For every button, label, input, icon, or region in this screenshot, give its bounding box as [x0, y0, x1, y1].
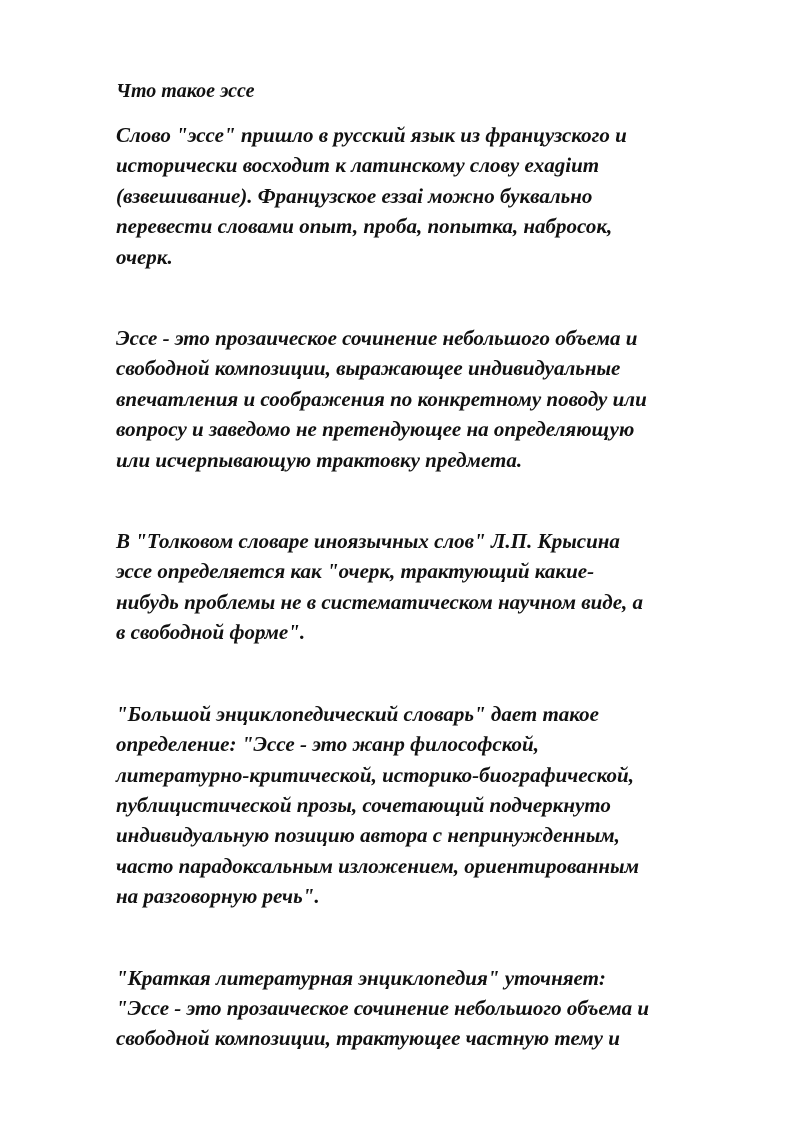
- paragraph-etymology: [116, 120, 756, 272]
- text-line: перевести словами опыт, проба, попытка, набросок,: [116, 214, 613, 239]
- text-line: литературно-критической, историко-биографической,: [116, 762, 634, 787]
- text-line: свободной композиции, трактующее частную тему и: [116, 1026, 620, 1051]
- paragraph-literary-encyclopedia: [116, 963, 756, 1054]
- text-line: на разговорную речь".: [116, 884, 320, 909]
- text-line: Слово "эссе" пришло в русский язык из французского и: [116, 123, 627, 147]
- text-line: нибудь проблемы не в систематическом научном виде, а: [116, 589, 644, 614]
- text-line: эссе определяется как "очерк, трактующий какие-: [116, 559, 595, 584]
- text-line: исторически восходит к латинскому слову exagiит: [116, 153, 600, 178]
- text-line: "Большой энциклопедический словарь" дает такое: [116, 701, 599, 726]
- text-line: "Краткая литературная энциклопедия" уточняет:: [116, 965, 606, 990]
- text-line: впечатления и соображения по конкретному поводу или: [116, 386, 647, 411]
- text-line: очерк.: [116, 244, 173, 269]
- text-line: "Эссе - это прозаическое сочинение небольшого объема и: [116, 995, 650, 1020]
- text-line: (взвешивание). Французское еззаі можно буквально: [116, 183, 593, 208]
- text-line: Эссе - это прозаическое сочинение небольшого объема и: [116, 326, 638, 351]
- text-line: индивидуальную позицию автора с непринужденным,: [116, 823, 620, 848]
- text-line: определение: "Эссе - это жанр философской,: [116, 732, 539, 757]
- text-line: В "Толковом словаре иноязычных слов" Л.П. Крысина: [116, 529, 620, 554]
- text-line: часто парадоксальным изложением, ориентированным: [116, 853, 639, 878]
- document-title: Что такое эссе: [116, 80, 255, 102]
- paragraph-krysin-dictionary: [116, 526, 756, 648]
- paragraph-encyclopedic-dictionary: [116, 699, 756, 912]
- text-line: вопросу и заведомо не претендующее на определяющую: [116, 417, 635, 442]
- text-line: или исчерпывающую трактовку предмета.: [116, 447, 523, 472]
- document-body: [116, 76, 756, 1054]
- text-line: свободной композиции, выражающее индивидуальные: [116, 356, 621, 381]
- paragraph-definition: [116, 323, 756, 475]
- text-line: публицистической прозы, сочетающий подчеркнуто: [116, 792, 611, 817]
- text-line: в свободной форме".: [116, 620, 306, 645]
